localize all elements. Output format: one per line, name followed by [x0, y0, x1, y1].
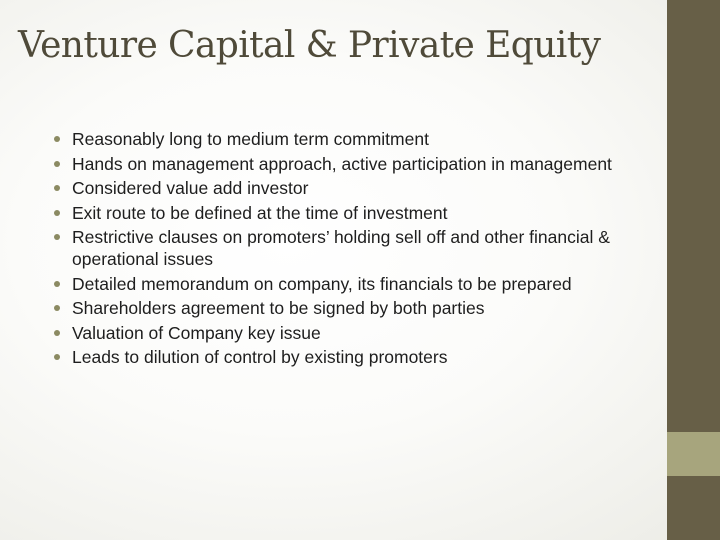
- bullet-dot-icon: [54, 136, 60, 142]
- side-accent-block: [667, 432, 720, 476]
- slide-title: Venture Capital & Private Equity: [18, 25, 601, 66]
- list-item: [52, 128, 612, 150]
- list-item: [52, 177, 612, 199]
- bullet-dot-icon: [54, 281, 60, 287]
- bullet-dot-icon: [54, 210, 60, 216]
- bullet-text: Hands on management approach, active participation in management: [72, 153, 612, 174]
- bullet-text: Exit route to be defined at the time of investment: [72, 202, 448, 223]
- list-item: [52, 226, 612, 270]
- bullet-dot-icon: [54, 330, 60, 336]
- bullet-text: Reasonably long to medium term commitment: [72, 129, 429, 149]
- bullet-dot-icon: [54, 354, 60, 360]
- bullet-dot-icon: [54, 305, 60, 311]
- list-item: [52, 153, 612, 175]
- list-item: [52, 297, 612, 319]
- bullet-text: Valuation of Company key issue: [72, 322, 321, 343]
- list-item: [52, 202, 612, 224]
- bullet-text: Shareholders agreement to be signed by both parties: [72, 298, 485, 318]
- list-item: [52, 273, 612, 295]
- bullet-text: Leads to dilution of control by existing promoters: [72, 347, 448, 367]
- bullet-text: Detailed memorandum on company, its financials to be prepared: [72, 273, 572, 294]
- bullet-dot-icon: [54, 234, 60, 240]
- bullet-dot-icon: [54, 161, 60, 167]
- bullet-list: [52, 128, 612, 371]
- list-item: [52, 322, 612, 344]
- bullet-text: Considered value add investor: [72, 178, 309, 198]
- list-item: [52, 346, 612, 368]
- bullet-dot-icon: [54, 185, 60, 191]
- bullet-text: Restrictive clauses on promoters’ holding sell off and other financial & operational issues: [72, 227, 610, 269]
